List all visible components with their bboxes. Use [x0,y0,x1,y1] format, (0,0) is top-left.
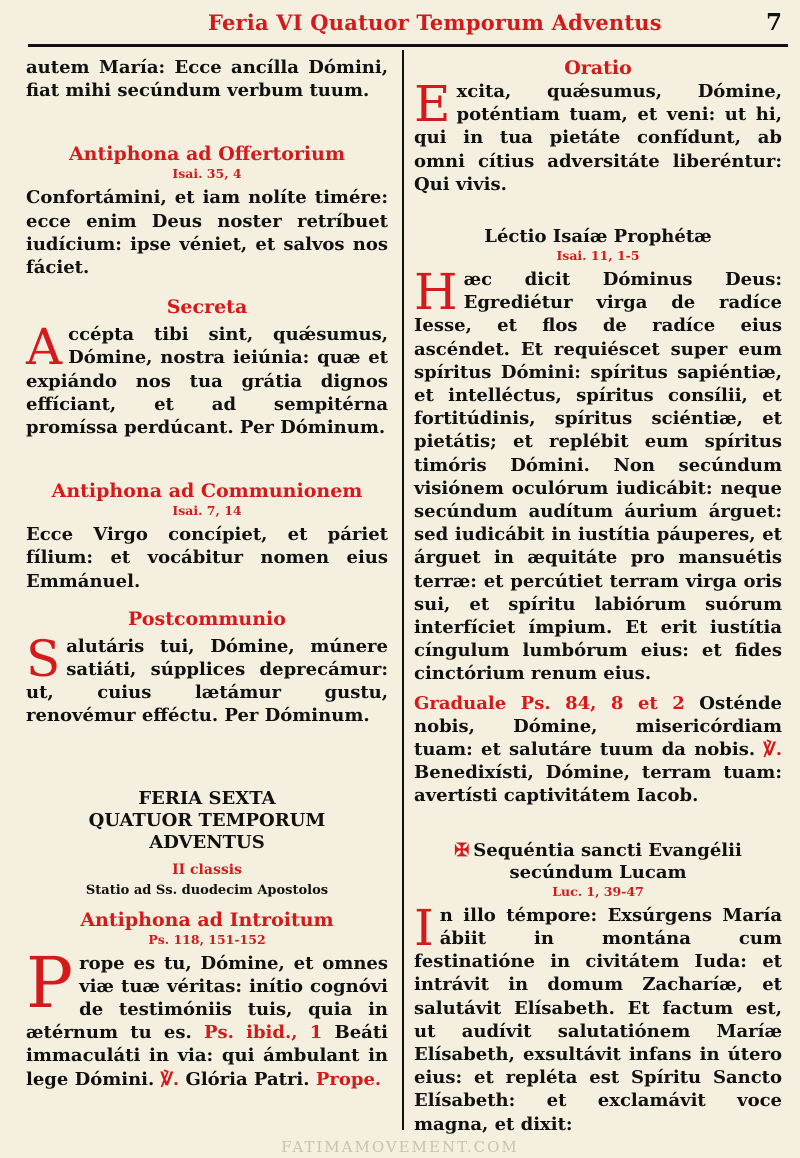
secreta-paragraph [26,318,388,439]
right-column [414,56,782,1136]
feria-title-line3: ADVENTUS [149,831,265,853]
gospel-text: n illo témpore: Exsúrgens María ábiit in montána cum festinatióne in civitátem Iuda: et intrávit in domum Zacharíæ, et salutávit Elísabeth. Et factum est, ut audívit salutatiónem Maríæ Elísabeth, exsultávit infans in útero eius: et repléta est Spíritu Sancto Elísabeth: et exclamávit voce magna, et dixit: [414,904,782,1135]
graduale-text2: Benedixísti, Dómine, terram tuam: avertísti captivitátem Iacob. [414,762,782,807]
postcommunio-text: alutáris tui, Dómine, múnere satiáti, súpplices deprecámur: ut, cuius lætámur gustu, renovémur efféctu. Per Dóminum. [26,635,388,727]
oratio-paragraph [414,75,782,196]
offertory-heading: Antiphona ad Offertorium [68,143,346,166]
cross-icon: ✠ [454,839,470,861]
secreta-text: ccépta tibi sint, quǽsumus, Dómine, nostra ieiúnia: quæ et expiándo nos tua grátia dignos effíciant, et ad sempitérna promíssa perdúcant. Per Dóminum. [26,324,388,439]
left-column [26,56,388,1091]
lectio-initial: H [414,263,458,322]
introit-text: rope es tu, Dómine, et omnes viæ tuæ véritas: inítio cognóvi de testimóniis tuis, quia in ætérnum tu es. [26,952,388,1044]
postcommunio-paragraph [26,629,388,728]
oratio-initial: E [414,75,451,133]
classis-label: II classis [172,861,242,878]
column-divider [402,50,404,1130]
oratio-text: xcita, quǽsumus, Dómine, poténtiam tuam, et veni: ut hi, qui in tua pietáte confídunt, ab omni cítius adversitáte liberéntur: Qui vivis. [414,81,782,195]
secreta-initial: A [26,318,63,377]
introit-initial: P [26,941,74,1024]
introit-psalm-ref: Ps. ibid., 1 [203,1022,323,1044]
communion-text: Ecce Virgo concípiet, et páriet fílium: et vocábitur nomen eius Emmánuel. [26,524,388,592]
gospel-heading [414,840,782,884]
secreta-heading: Secreta [166,296,248,319]
statio-label: Statio ad Ss. duodecim Apostolos [85,882,329,898]
graduale-paragraph [414,692,782,808]
introit-versicle: ℣. [160,1068,180,1090]
oratio-heading: Oratio [564,57,632,79]
lectio-text: æc dicit Dóminus Deus: Egrediétur virga de radíce Iesse, et flos de radíce eius ascéndet. Et requiéscet super eum spíritus Dómini: spíritus sapiéntiæ, et intelléctus, spíritus consílii, et fortitúdinis, spíritus sciéntiæ, et pietátis; et replébit eum spíritus timóris Dómini. Non secúndum visiónem oculórum iudicábit: neque secúndum audítum áurium árguet: sed iudicábit in iustítia páuperes, et árguet in æquitáte pro mansuétis terræ: et percútiet terram virga oris sui, et spíritu labiórum suórum interfíciet ímpium. Et erit iustítia cíngulum lumbórum eius: et fides cinctórium renum eius. [414,269,782,685]
page-number: 7 [765,9,782,36]
lectio-heading: Léctio Isaíæ Prophétæ [484,226,712,248]
communion-heading: Antiphona ad Communionem [51,480,363,503]
feria-title-line1: FERIA SEXTA [138,787,276,809]
gospel-paragraph [414,898,782,1136]
offertory-text: Confortámini, et iam nolíte timére: ecce enim Deus noster retríbuet iudícium: ipse véniet, et salvos nos fáciet. [26,187,388,279]
gospel-ref: Luc. 1, 39-47 [552,883,644,899]
postcommunio-initial: S [26,629,61,688]
page-title: Feria VI Quatuor Temporum Adventus [208,10,662,35]
introit-text2: Beáti immaculáti in via: qui ámbulant in lege Dómini. [26,1022,388,1090]
graduale-text: Osténde nobis, Dómine, misericórdiam tuam: et salutáre tuum da nobis. [414,692,782,761]
gospel-heading-text: Sequéntia sancti Evangélii secúndum Lucam [473,839,742,883]
lectio-ref: Isai. 11, 1-5 [556,248,640,264]
introit-ref: Ps. 118, 151-152 [148,931,266,947]
introit-heading: Antiphona ad Introitum [80,908,334,931]
page-header [28,8,788,47]
gospel-initial: I [414,898,434,957]
feria-title-line2: QUATUOR TEMPORUM [88,809,326,831]
watermark: FATIMAMOVEMENT.COM [281,1138,519,1156]
lectio-paragraph [414,263,782,686]
introit-text3: Glória Patri. [185,1068,310,1090]
offertory-ref: Isai. 35, 4 [172,166,242,182]
introit-paragraph [26,941,388,1091]
graduale-label: Graduale Ps. 84, 8 et 2 [414,692,685,714]
postcommunio-heading: Postcommunio [128,607,286,630]
graduale-versicle: ℣. [763,739,782,761]
communion-ref: Isai. 7, 14 [172,503,242,519]
intro-text: autem María: Ecce ancílla Dómini, fiat mihi secúndum verbum tuum. [26,57,388,102]
introit-prope: Prope. [315,1068,382,1090]
